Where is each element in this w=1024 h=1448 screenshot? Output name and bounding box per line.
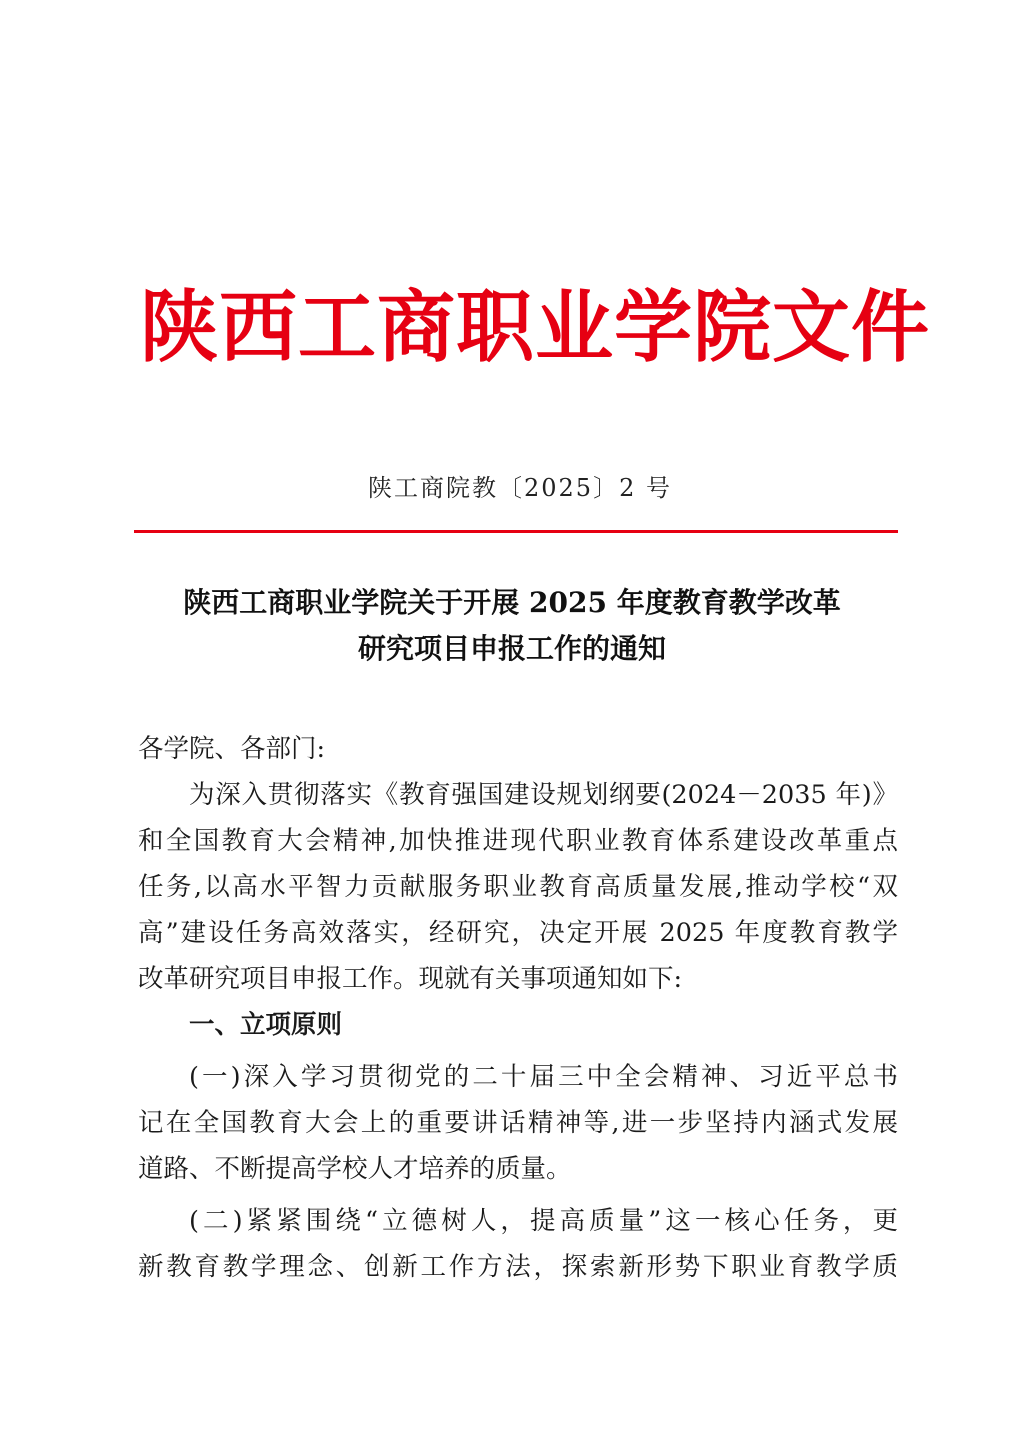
item-2-line-2: 新教育教学理念、创新工作方法，探索新形势下职业育教学质 <box>138 1252 898 1282</box>
salutation: 各学院、各部门: <box>138 734 326 764</box>
intro-line-5: 改革研究项目申报工作。现就有关事项通知如下: <box>138 964 683 994</box>
notice-title-line-1: 陕西工商职业学院关于开展 2025 年度教育教学改革 <box>183 586 841 619</box>
intro-line-3: 任务,以高水平智力贡献服务职业教育高质量发展,推动学校“双 <box>138 872 898 902</box>
intro-line-1: 为深入贯彻落实《教育强国建设规划纲要(2024－2035 年)》 <box>189 780 898 810</box>
item-1-line-2: 记在全国教育大会上的重要讲话精神等,进一步坚持内涵式发展 <box>138 1108 898 1138</box>
document-masthead: 陕西工商职业学院文件 <box>140 282 931 373</box>
notice-title-line-2: 研究项目申报工作的通知 <box>357 632 666 665</box>
item-1-line-1: (一)深入学习贯彻党的二十届三中全会精神、习近平总书 <box>189 1062 898 1092</box>
document-number: 陕工商院教〔2025〕2 号 <box>368 474 672 502</box>
notice-body <box>138 726 898 1290</box>
intro-line-4: 高”建设任务高效落实，经研究，决定开展 2025 年度教育教学 <box>138 918 898 948</box>
item-2-line-1: (二)紧紧围绕“立德树人，提高质量”这一核心任务，更 <box>189 1206 898 1236</box>
item-1-line-3: 道路、不断提高学校人才培养的质量。 <box>138 1154 572 1184</box>
intro-line-2: 和全国教育大会精神,加快推进现代职业教育体系建设改革重点 <box>138 826 898 856</box>
red-divider-rule <box>134 530 898 533</box>
section-heading-principles: 一、立项原则 <box>189 1010 343 1040</box>
notice-title <box>110 580 914 672</box>
